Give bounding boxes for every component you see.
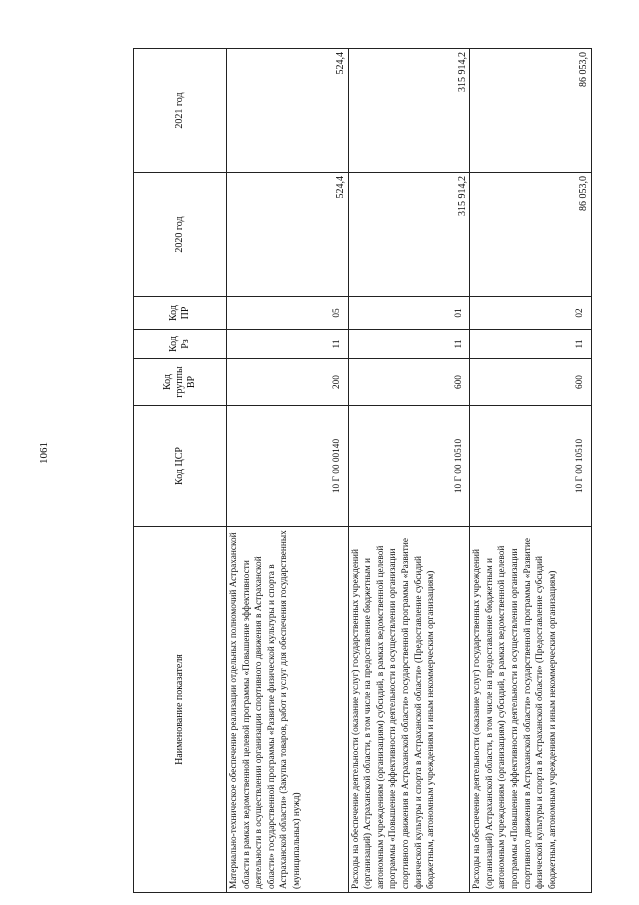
row-csr: 10 Г 00 00140 — [227, 406, 349, 527]
table-row — [348, 49, 470, 893]
row-2021: 524,4 — [227, 49, 349, 173]
table-row — [227, 49, 349, 893]
table-header-row — [134, 49, 227, 893]
header-pr: Код ПР — [134, 297, 227, 330]
header-rz: Код Рз — [134, 330, 227, 359]
row-vr: 600 — [348, 359, 470, 406]
row-rz: 11 — [348, 330, 470, 359]
table-row — [470, 49, 592, 893]
rotated-table-container — [133, 49, 590, 893]
row-name: Расходы на обеспечение деятельности (оказание услуг) государственных учреждений (организаций) Астраханской области, в том числе на предоставление бюджетным и автономным учреждениям (организациям) субсидий, в рамках ведомственной целевой программы «Повышение эффективности деятельности в осуществлении организации спортивного движения в Астраханской области» государственной программы «Развитие физической культуры и спорта в Астраханской области» (Предоставление субсидий бюджетным, автономным учреждениям и иным некоммерческим организациям) — [470, 527, 592, 893]
row-2020: 315 914,2 — [348, 173, 470, 297]
budget-table — [133, 48, 592, 893]
row-name: Расходы на обеспечение деятельности (оказание услуг) государственных учреждений (организаций) Астраханской области, в том числе на предоставление бюджетным и автономным учреждениям (организациям) субсидий, в рамках ведомственной целевой программы «Повышение эффективности деятельности в осуществлении организации спортивного движения в Астраханской области» государственной программы «Развитие физической культуры и спорта в Астраханской области» (Предоставление субсидий бюджетным, автономным учреждениям и иным некоммерческим организациям) — [348, 527, 470, 893]
page-number: 1061 — [38, 442, 50, 464]
row-rz: 11 — [470, 330, 592, 359]
row-2021: 86 053,0 — [470, 49, 592, 173]
header-name: Наименование показателя — [134, 527, 227, 893]
row-2021: 315 914,2 — [348, 49, 470, 173]
row-2020: 524,4 — [227, 173, 349, 297]
row-2020: 86 053,0 — [470, 173, 592, 297]
row-name: Материально-техническое обеспечение реализации отдельных полномочий Астраханской области в рамках ведомственной целевой программы «Повышение эффективности деятельности в осуществлении организации спортивного движения в Астраханской области» государственной программы «Развитие физической культуры и спорта в Астраханской области» (Закупка товаров, работ и услуг для обеспечения государственных (муниципальных) нужд) — [227, 527, 349, 893]
row-csr: 10 Г 00 10510 — [470, 406, 592, 527]
header-2021: 2021 год — [134, 49, 227, 173]
header-2020: 2020 год — [134, 173, 227, 297]
row-csr: 10 Г 00 10510 — [348, 406, 470, 527]
header-csr: Код ЦСР — [134, 406, 227, 527]
row-pr: 02 — [470, 297, 592, 330]
row-vr: 200 — [227, 359, 349, 406]
row-pr: 01 — [348, 297, 470, 330]
header-vr: Код группы ВР — [134, 359, 227, 406]
row-rz: 11 — [227, 330, 349, 359]
row-pr: 05 — [227, 297, 349, 330]
row-vr: 600 — [470, 359, 592, 406]
